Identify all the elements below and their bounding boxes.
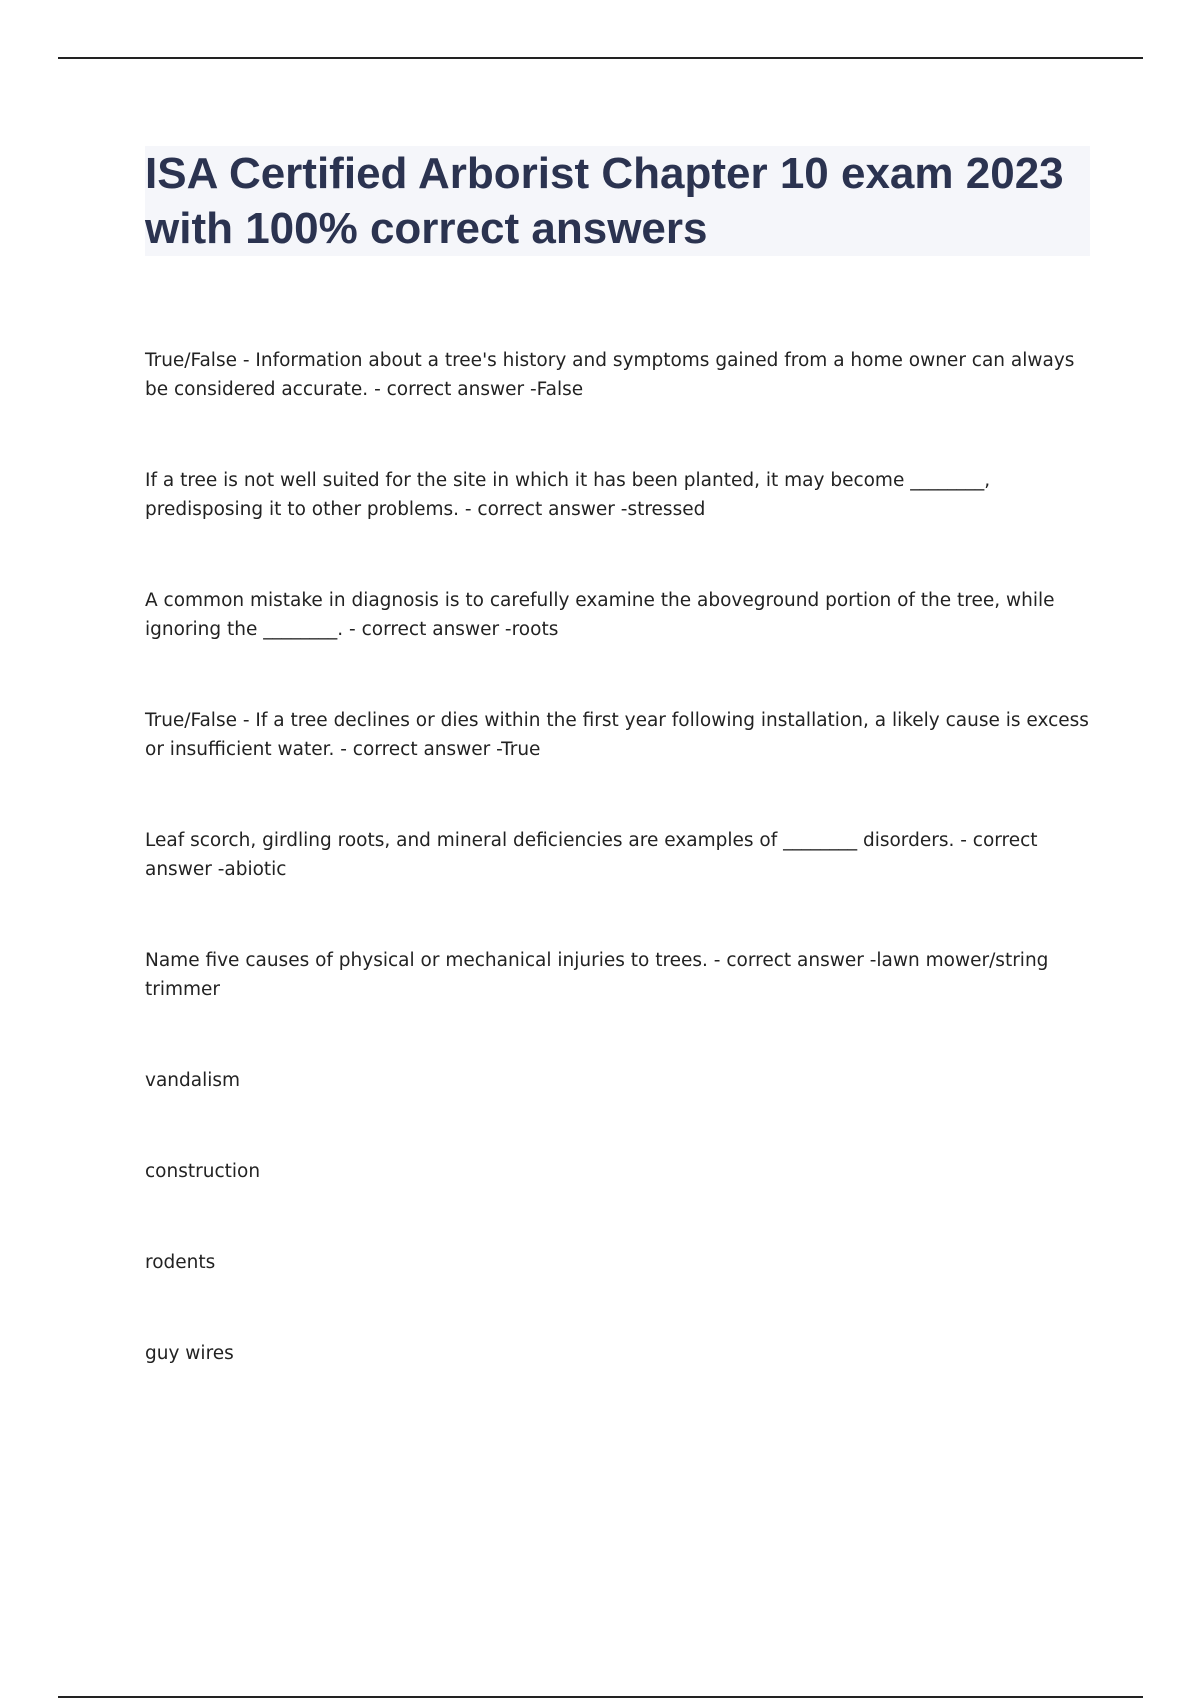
document-title: ISA Certified Arborist Chapter 10 exam 2023 with 100% correct answers [145,149,1064,253]
answer-item-vandalism: vandalism [145,1070,241,1091]
bottom-rule [58,1696,1143,1698]
answer-item-construction: construction [145,1161,261,1182]
answer-item-guy-wires: guy wires [145,1343,234,1364]
question-5: Leaf scorch, girdling roots, and mineral deficiencies are examples of ________ disorders. - correct answer -abiotic [145,830,1038,880]
question-6: Name five causes of physical or mechanical injuries to trees. - correct answer -lawn mower/string trimmer [145,950,1049,1000]
question-1: True/False - Information about a tree's history and symptoms gained from a home owner can always be considered accurate. - correct answer -False [145,350,1075,400]
question-4: True/False - If a tree declines or dies within the first year following installation, a likely cause is excess or insufficient water. - correct answer -True [145,710,1089,760]
question-3: A common mistake in diagnosis is to carefully examine the aboveground portion of the tree, while ignoring the ________. - correct answer -roots [145,590,1055,640]
answer-item-rodents: rodents [145,1252,216,1273]
title-block [145,146,1090,256]
top-rule [58,57,1143,59]
question-2: If a tree is not well suited for the site in which it has been planted, it may become ________, predisposing it to other problems. - correct answer -stressed [145,470,991,520]
